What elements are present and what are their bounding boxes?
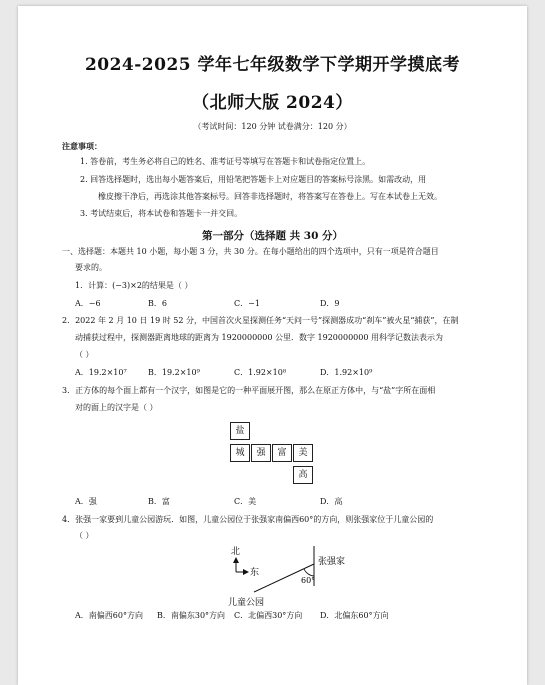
exam-time-score: （考试时间：120 分钟 试卷满分：120 分） [193,122,352,131]
q4-option-a[interactable]: A．南偏西60°方向 [75,611,143,620]
section-intro: 要求的。 [75,263,107,272]
q1-option-c[interactable]: C．−1 [234,299,260,308]
q2-option-c[interactable]: C．1.92×10⁸ [234,368,287,377]
exam-page [18,6,527,685]
direction-figure [198,542,358,608]
question-2-stem: 2．2022 年 2 月 10 日 19 时 52 分，中国首次火星探测任务“天问一号”探测器成功“刹车”被火星“捕获”，在制 [62,316,459,325]
net-face: 美 [293,444,313,462]
section-title: 第一部分（选择题 共 30 分） [201,230,344,242]
q2-option-a[interactable]: A．19.2×10⁷ [75,368,127,377]
q3-option-c[interactable]: C．美 [234,497,257,506]
north-label: 北 [231,547,241,557]
angle-label: 60° [301,576,316,585]
angle-arc [304,569,314,576]
exam-title: 2024-2025 学年七年级数学下学期开学摸底考 [84,55,461,75]
question-2-stem: （ ） [75,350,94,359]
q3-option-a[interactable]: A．强 [75,497,97,506]
q4-option-d[interactable]: D．北偏东60°方向 [320,611,389,620]
q1-option-d[interactable]: D．9 [320,299,340,308]
home-label: 张强家 [318,557,346,567]
net-face: 盐 [230,422,250,440]
exam-edition: （北师大版 2024） [192,93,353,113]
net-face: 强 [251,444,271,462]
section-intro: 一、选择题：本题共 10 小题，每小题 3 分，共 30 分。在每小题给出的四个选项中，只有一项是符合题目 [62,247,439,256]
note-item: 2. 回答选择题时，选出每小题答案后，用铅笔把答题卡上对应题目的答案标号涂黑。如需改动，用 [80,175,427,184]
question-3-stem: 3．正方体的每个面上都有一个汉字，如图是它的一种平面展开图，那么在原正方体中，与“盐”字所在面相 [62,386,436,395]
q4-option-c[interactable]: C．北偏西30°方向 [234,611,303,620]
question-4-stem: 4．张强一家要到儿童公园游玩．如图，儿童公园位于张强家南偏西60°的方向，则张强家位于儿童公园的 [62,515,434,524]
note-item: 橡皮擦干净后，再选涂其他答案标号。回答非选择题时，将答案写在答卷上。写在本试卷上无效。 [98,192,442,201]
net-face: 富 [272,444,292,462]
q2-option-b[interactable]: B．19.2×10⁹ [148,368,200,377]
question-4-stem: （ ） [75,531,94,540]
net-face: 高 [293,466,313,484]
notes-heading: 注意事项： [62,141,102,151]
q1-option-a[interactable]: A．−6 [75,299,101,308]
q3-option-b[interactable]: B．富 [148,497,170,506]
net-face: 城 [230,444,250,462]
q4-option-b[interactable]: B．南偏东30°方向 [157,611,226,620]
question-2-stem: 动捕获过程中，探测器距离地球的距离为 1920000000 公里．数字 1920000000 用科学记数法表示为 [75,333,443,342]
note-item: 3. 考试结束后，将本试卷和答题卡一并交回。 [80,209,243,218]
question-1-stem: 1．计算：(−3)×2的结果是（ ） [75,281,193,290]
park-label: 儿童公园 [228,598,265,608]
q2-option-d[interactable]: D．1.92×10⁹ [320,368,373,377]
q1-option-b[interactable]: B．6 [148,299,167,308]
note-item: 1. 答卷前，考生务必将自己的姓名、准考证号等填写在答题卡和试卷指定位置上。 [80,157,371,166]
question-3-stem: 对的面上的汉字是（ ） [75,403,158,412]
q3-option-d[interactable]: D．高 [320,497,343,506]
east-label: 东 [250,568,260,578]
